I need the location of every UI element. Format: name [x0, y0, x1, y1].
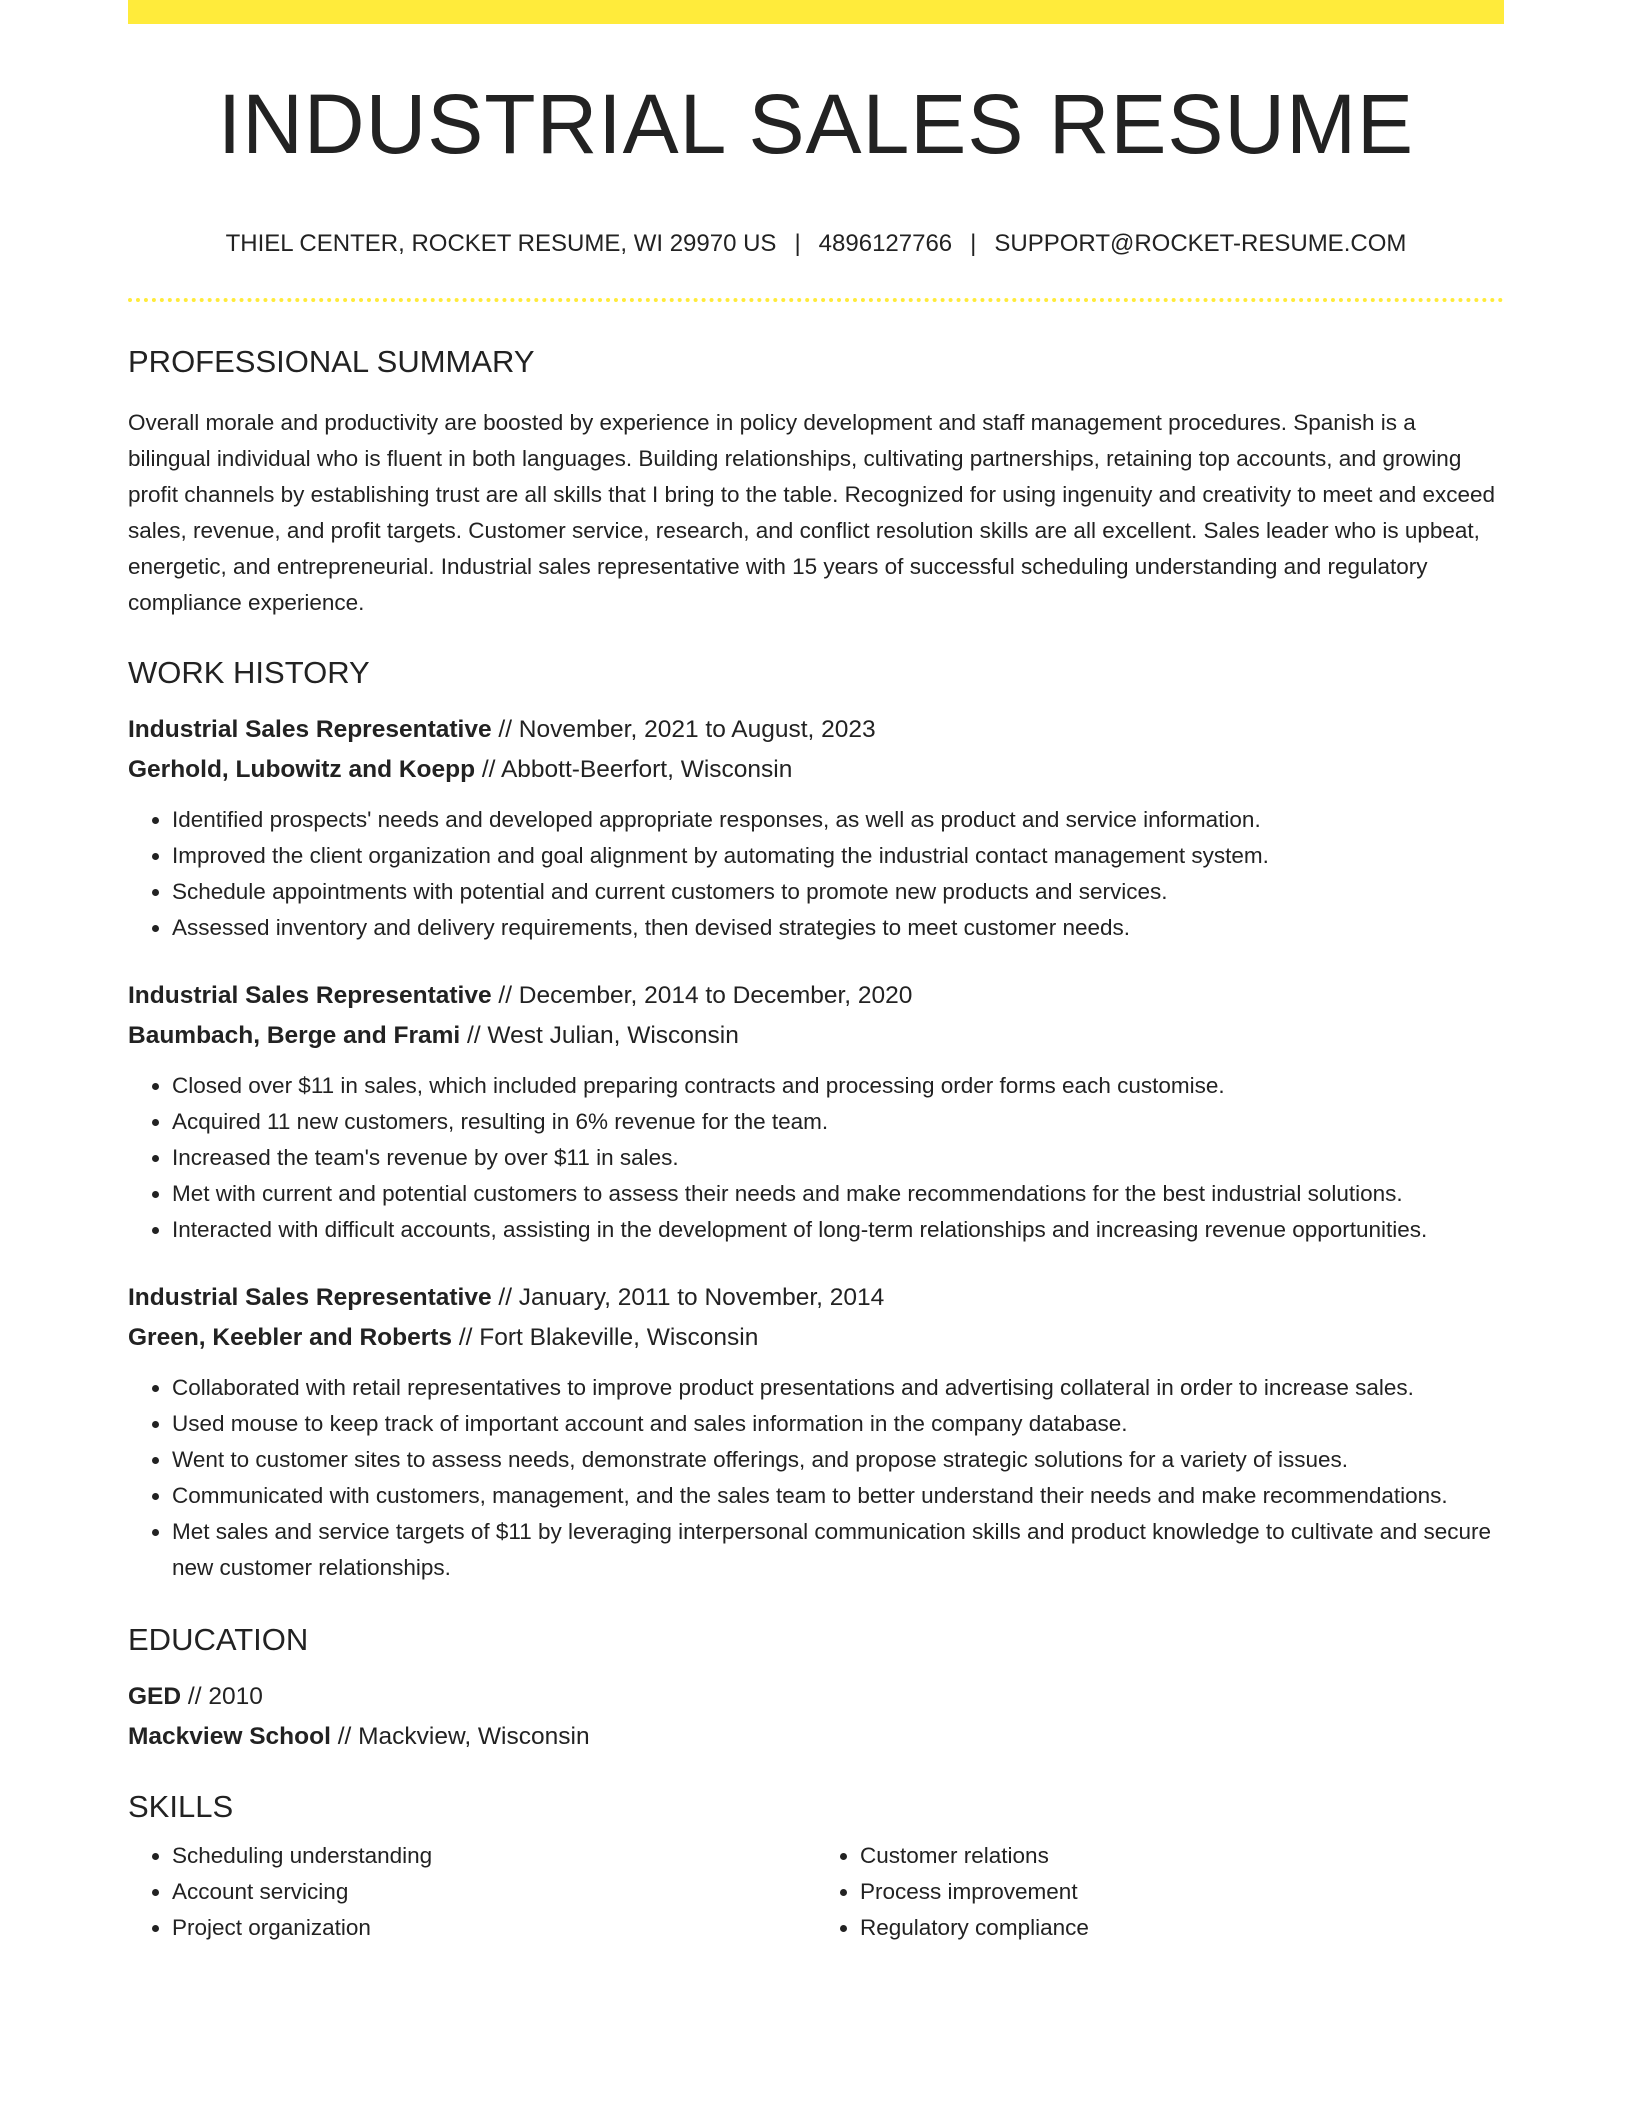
- summary-text: Overall morale and productivity are boosted by experience in policy development and staff management procedures. Spanish is a bilingual individual who is fluent in both languages. Building relationships, cultivating partnerships, retaining top accounts, and growing profit channels by establishing trust are all skills that I bring to the table. Recognized for using ingenuity and creativity to meet and exceed sales, revenue, and profit targets. Customer service, research, and conflict resolution skills are all excellent. Sales leader who is upbeat, energetic, and entrepreneurial. Industrial sales representative with 15 years of successful scheduling understanding and regulatory compliance experience.: [128, 410, 1496, 615]
- job-entry: [128, 976, 1504, 1248]
- skill-item: • Regulatory compliance: [860, 1910, 1504, 1946]
- job-bullet: • Met with current and potential customers to assess their needs and make recommendations for the best industrial solutions.: [172, 1176, 1504, 1212]
- job-location: // Abbott-Beerfort, Wisconsin: [475, 756, 793, 783]
- job-bullet: • Communicated with customers, management, and the sales team to better understand their needs and make recommendations.: [172, 1478, 1504, 1514]
- job-bullet: • Used mouse to keep track of important account and sales information in the company database.: [172, 1406, 1504, 1442]
- job-bullet: • Acquired 11 new customers, resulting in 6% revenue for the team.: [172, 1104, 1504, 1140]
- skills-section: [128, 1791, 1504, 1946]
- job-entry: [128, 710, 1504, 946]
- job-company-line: [128, 750, 1504, 790]
- skill-item: • Account servicing: [172, 1874, 816, 1910]
- skills-grid: [128, 1838, 1504, 1946]
- work-history-heading: WORK HISTORY: [128, 655, 370, 690]
- job-bullet: • Assessed inventory and delivery requirements, then devised strategies to meet customer needs.: [172, 910, 1504, 946]
- resume-page: [128, 0, 1504, 1946]
- contact-separator: |: [794, 230, 801, 257]
- skill-item: • Scheduling understanding: [172, 1838, 816, 1874]
- job-company: Green, Keebler and Roberts: [128, 1324, 453, 1351]
- skills-column-left: [128, 1838, 816, 1946]
- degree: GED: [128, 1683, 182, 1710]
- job-bullet: • Schedule appointments with potential and current customers to promote new products and services.: [172, 874, 1504, 910]
- education-heading: EDUCATION: [128, 1622, 309, 1657]
- skill-item: • Project organization: [172, 1910, 816, 1946]
- job-bullet: • Went to customer sites to assess needs, demonstrate offerings, and propose strategic solutions for a variety of issues.: [172, 1442, 1504, 1478]
- job-title-line: [128, 976, 1504, 1016]
- skills-heading: SKILLS: [128, 1789, 234, 1824]
- summary-section: [128, 346, 1504, 621]
- job-title-line: [128, 710, 1504, 750]
- work-history-section: [128, 657, 1504, 1586]
- job-title: Industrial Sales Representative: [128, 1284, 492, 1311]
- contact-line: [128, 232, 1504, 256]
- contact-address: THIEL CENTER, ROCKET RESUME, WI 29970 US: [225, 230, 777, 257]
- job-bullet: • Closed over $11 in sales, which included preparing contracts and processing order forms each customise.: [172, 1068, 1504, 1104]
- top-accent-bar: [128, 0, 1504, 24]
- job-location: // Fort Blakeville, Wisconsin: [452, 1324, 759, 1351]
- job-company: Gerhold, Lubowitz and Koepp: [128, 756, 476, 783]
- contact-phone: 4896127766: [818, 230, 953, 257]
- job-entry: [128, 1278, 1504, 1586]
- job-bullet: • Increased the team's revenue by over $11 in sales.: [172, 1140, 1504, 1176]
- degree-line: [128, 1677, 1504, 1717]
- job-bullet: • Improved the client organization and goal alignment by automating the industrial contact management system.: [172, 838, 1504, 874]
- job-dates: // December, 2014 to December, 2020: [491, 982, 913, 1009]
- job-title: Industrial Sales Representative: [128, 982, 492, 1009]
- job-bullets: [128, 802, 1504, 946]
- job-company-line: [128, 1318, 1504, 1358]
- job-bullets: [128, 1068, 1504, 1248]
- degree-year: // 2010: [181, 1683, 263, 1710]
- skill-item: • Process improvement: [860, 1874, 1504, 1910]
- job-bullet: • Interacted with difficult accounts, assisting in the development of long-term relationships and increasing revenue opportunities.: [172, 1212, 1504, 1248]
- job-bullet: • Identified prospects' needs and developed appropriate responses, as well as product and service information.: [172, 802, 1504, 838]
- school-line: [128, 1717, 1504, 1757]
- education-entry: [128, 1677, 1504, 1757]
- job-company: Baumbach, Berge and Frami: [128, 1022, 461, 1049]
- education-section: [128, 1624, 1504, 1757]
- skills-column-right: [816, 1838, 1504, 1946]
- job-dates: // January, 2011 to November, 2014: [491, 1284, 885, 1311]
- contact-email: SUPPORT@ROCKET-RESUME.COM: [994, 230, 1407, 257]
- contact-separator: |: [970, 230, 977, 257]
- job-title: Industrial Sales Representative: [128, 716, 492, 743]
- job-bullet: • Met sales and service targets of $11 by leveraging interpersonal communication skills and product knowledge to cultivate and secure new customer relationships.: [172, 1514, 1504, 1586]
- school-name: Mackview School: [128, 1723, 331, 1750]
- job-bullets: [128, 1370, 1504, 1586]
- summary-heading: PROFESSIONAL SUMMARY: [128, 344, 535, 379]
- header-divider: [128, 298, 1504, 302]
- school-location: // Mackview, Wisconsin: [330, 1723, 590, 1750]
- job-title-line: [128, 1278, 1504, 1318]
- job-company-line: [128, 1016, 1504, 1056]
- resume-title: INDUSTRIAL SALES RESUME: [217, 77, 1415, 171]
- job-bullet: • Collaborated with retail representatives to improve product presentations and advertising collateral in order to increase sales.: [172, 1370, 1504, 1406]
- job-location: // West Julian, Wisconsin: [460, 1022, 739, 1049]
- skill-item: • Customer relations: [860, 1838, 1504, 1874]
- job-dates: // November, 2021 to August, 2023: [491, 716, 876, 743]
